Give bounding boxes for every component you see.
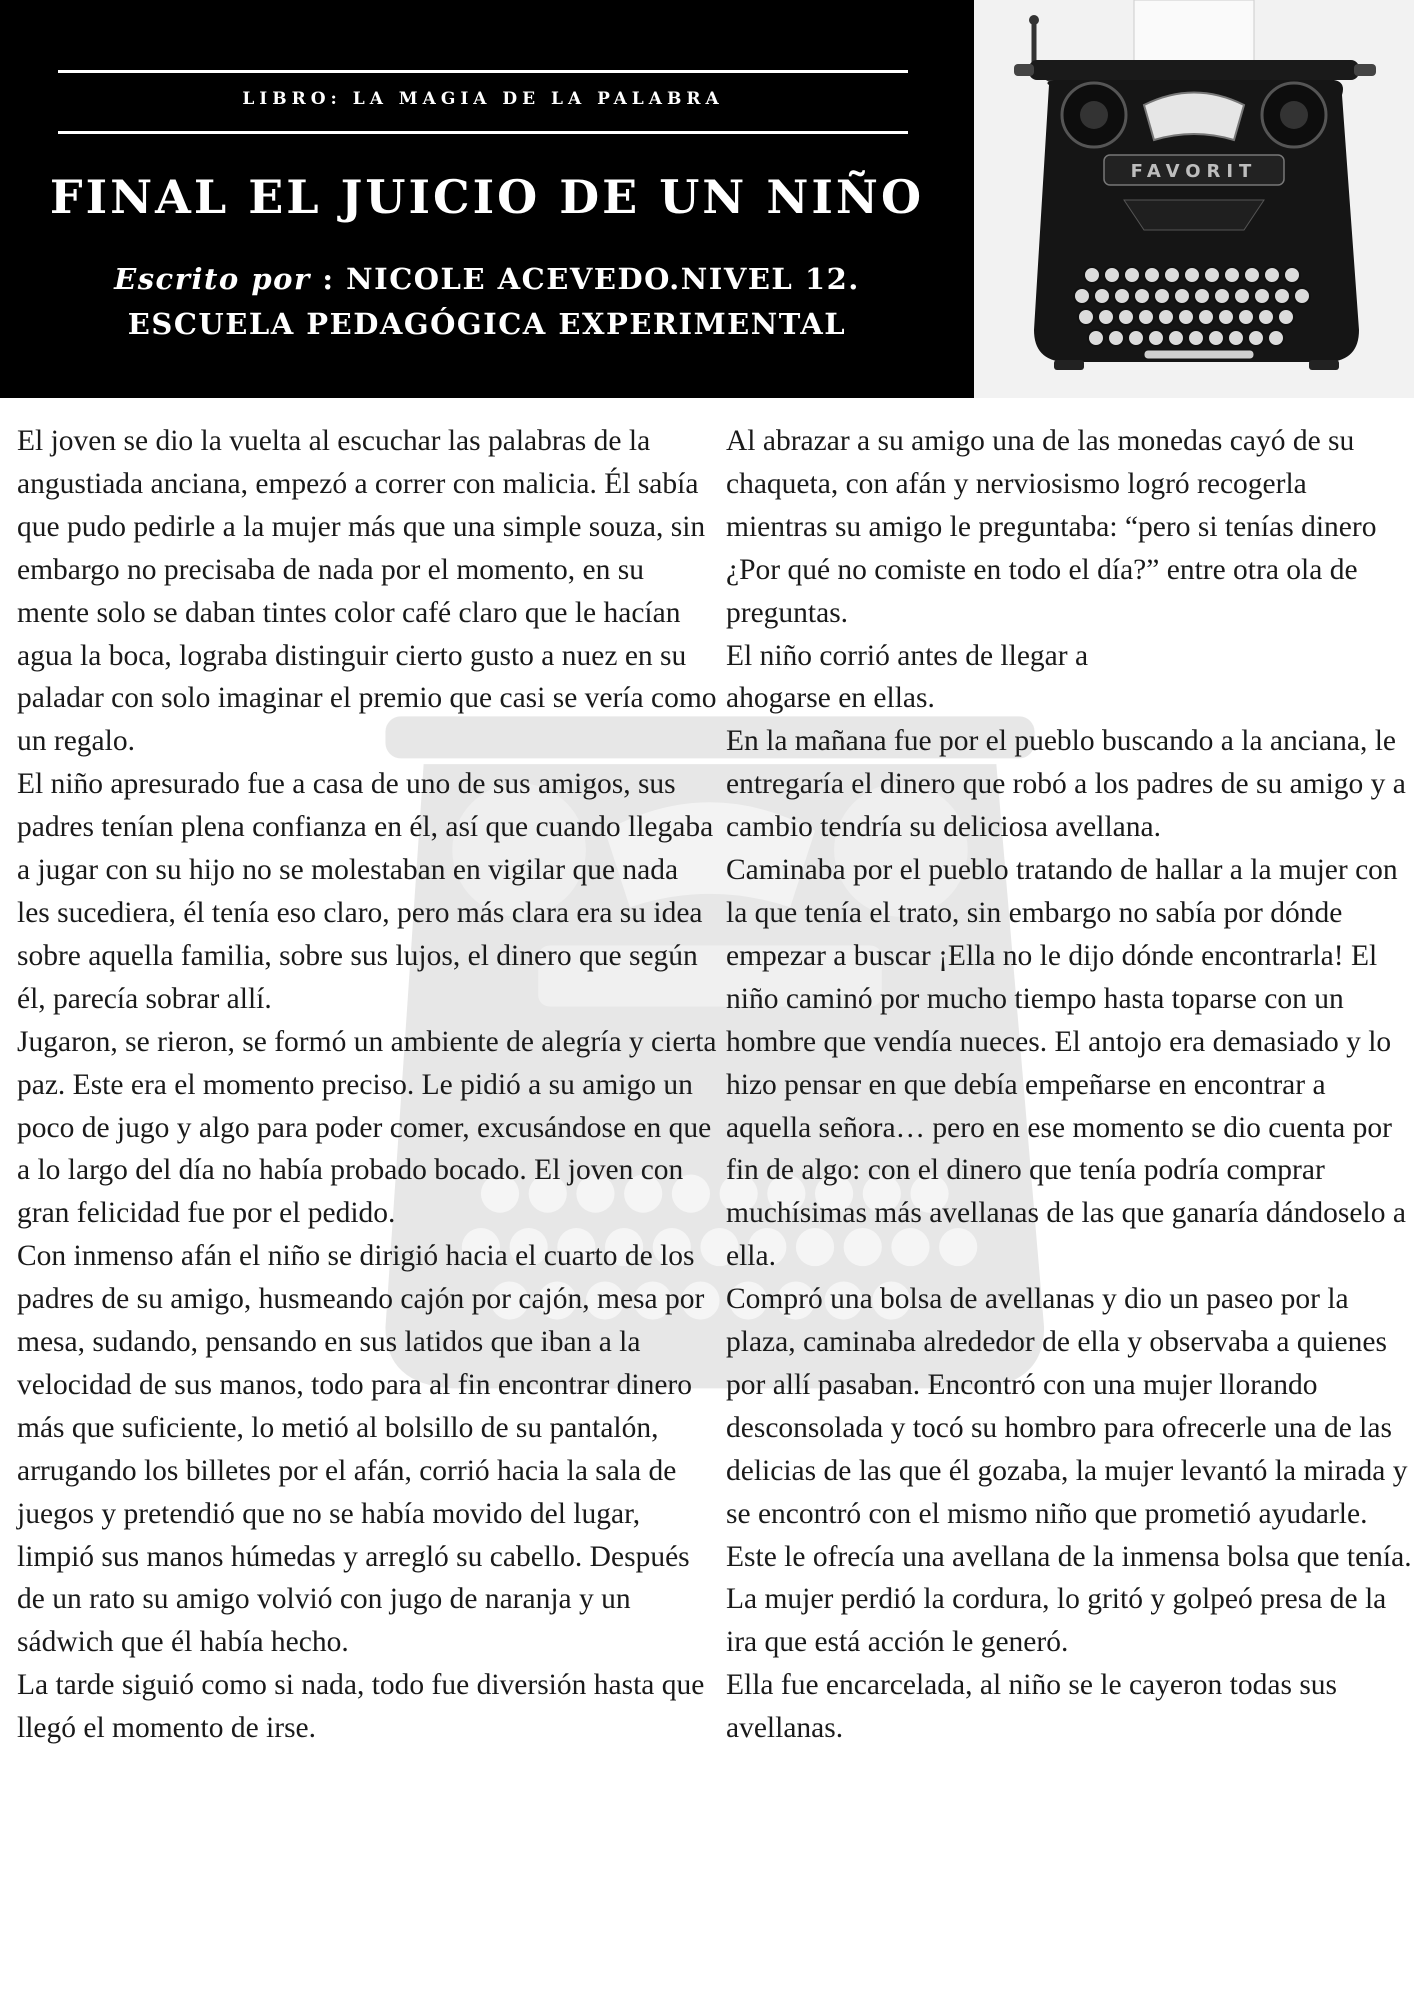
paragraph: El niño apresurado fue a casa de uno de sus amigos, sus padres tenían plena confianza en él, así que cuando llegaba a jugar con su hijo no se molestaban en vigilar que nada les sucediera, él tenía eso claro, pero más clara era su idea sobre aquella familia, sobre sus lujos, el dinero que según él, parecía sobrar allí. <box>17 768 714 1015</box>
typewriter-photo <box>974 0 1414 398</box>
left-text-column <box>17 420 717 1750</box>
header-bottom-rule <box>58 131 908 134</box>
paragraph: Con inmenso afán el niño se dirigió hacia el cuarto de los padres de su amigo, husmeando cajón por cajón, mesa por mesa, sudando, pensando en sus latidos que iban a la velocidad de sus manos, todo para al fin encontrar dinero más que suficiente, lo metió al bolsillo de su pantalón, arrugando los billetes por el afán, corrió hacia la sala de juegos y pretendió que no se había movido del lugar, limpió sus manos húmedas y arregló su cabello. Después de un rato su amigo volvió con jugo de naranja y un sádwich que él había hecho. <box>17 1240 705 1659</box>
paragraph: Caminaba por el pueblo tratando de hallar a la mujer con la que tenía el trato, sin embargo no sabía por dónde empezar a buscar ¡Ella no le dijo dónde encontrarla! El niño caminó por mucho tiempo hasta toparse con un hombre que vendía nueces. El antojo era demasiado y lo hizo pensar en que debía empeñarse en encontrar a aquella señora… pero en ese momento se dio cuenta por fin de algo: con el dinero que tenía podría comprar muchísimas más avellanas de las que ganaría dándoselo a ella. <box>726 854 1406 1273</box>
typewriter-icon <box>974 0 1414 398</box>
paragraph: En la mañana fue por el pueblo buscando a la anciana, le entregaría el dinero que robó a los padres de su amigo y a cambio tendría su deliciosa avellana. <box>726 725 1406 844</box>
author-line <box>0 262 974 296</box>
book-label: LIBRO: LA MAGIA DE LA PALABRA <box>242 89 724 109</box>
paragraph: Al abrazar a su amigo una de las monedas cayó de su chaqueta, con afán y nerviosismo logró recogerla mientras su amigo le preguntaba: “pero si tenías dinero ¿Por qué no comiste en todo el día?” entre otra ola de preguntas. <box>726 425 1377 629</box>
paragraph: La tarde siguió como si nada, todo fue diversión hasta que llegó el momento de irse. <box>17 1669 705 1745</box>
paragraph: El joven se dio la vuelta al escuchar las palabras de la angustiada anciana, empezó a correr con malicia. Él sabía que pudo pedirle a la mujer más que una simple souza, sin embargo no precisaba de nada por el momento, en su mente solo se daban tintes color café claro que le hacían agua la boca, lograba distinguir cierto gusto a nuez en su paladar con solo imaginar el premio que casi se vería como un regalo. <box>17 425 717 758</box>
header-top-rule <box>58 70 908 73</box>
author-prefix: Escrito por <box>114 262 311 296</box>
header-banner <box>0 0 974 398</box>
typewriter-brand: FAVORIT <box>1130 161 1258 182</box>
page-title: FINAL EL JUICIO DE UN NIÑO <box>49 170 925 224</box>
paragraph: Ella fue encarcelada, al niño se le cayeron todas sus avellanas. <box>726 1669 1338 1745</box>
paragraph: Jugaron, se rieron, se formó un ambiente de alegría y cierta paz. Este era el momento preciso. Le pidió a su amigo un poco de jugo y algo para poder comer, excusándose en que a lo largo del día no había probado bocado. El joven con gran felicidad fue por el pedido. <box>17 1025 717 1230</box>
paragraph: ahogarse en ellas. <box>726 682 935 715</box>
paragraph: Compró una bolsa de avellanas y dio un paseo por la plaza, caminaba alrededor de ella y observaba a quienes por allí pasaban. Encontró con una mujer llorando desconsolada y tocó su hombro para ofrecerle una de las delicias de las que él gozaba, la mujer levantó la mirada y se encontró con el mismo niño que prometió ayudarle. Este le ofrecía una avellana de la inmensa bolsa que tenía. La mujer perdió la cordura, lo gritó y golpeó presa de la ira que está acción le generó. <box>726 1283 1412 1659</box>
right-text-column <box>726 420 1412 1750</box>
author-name: : NICOLE ACEVEDO.NIVEL 12. <box>322 262 860 296</box>
paragraph: El niño corrió antes de llegar a <box>726 639 1089 672</box>
school-name: ESCUELA PEDAGÓGICA EXPERIMENTAL <box>127 307 847 341</box>
